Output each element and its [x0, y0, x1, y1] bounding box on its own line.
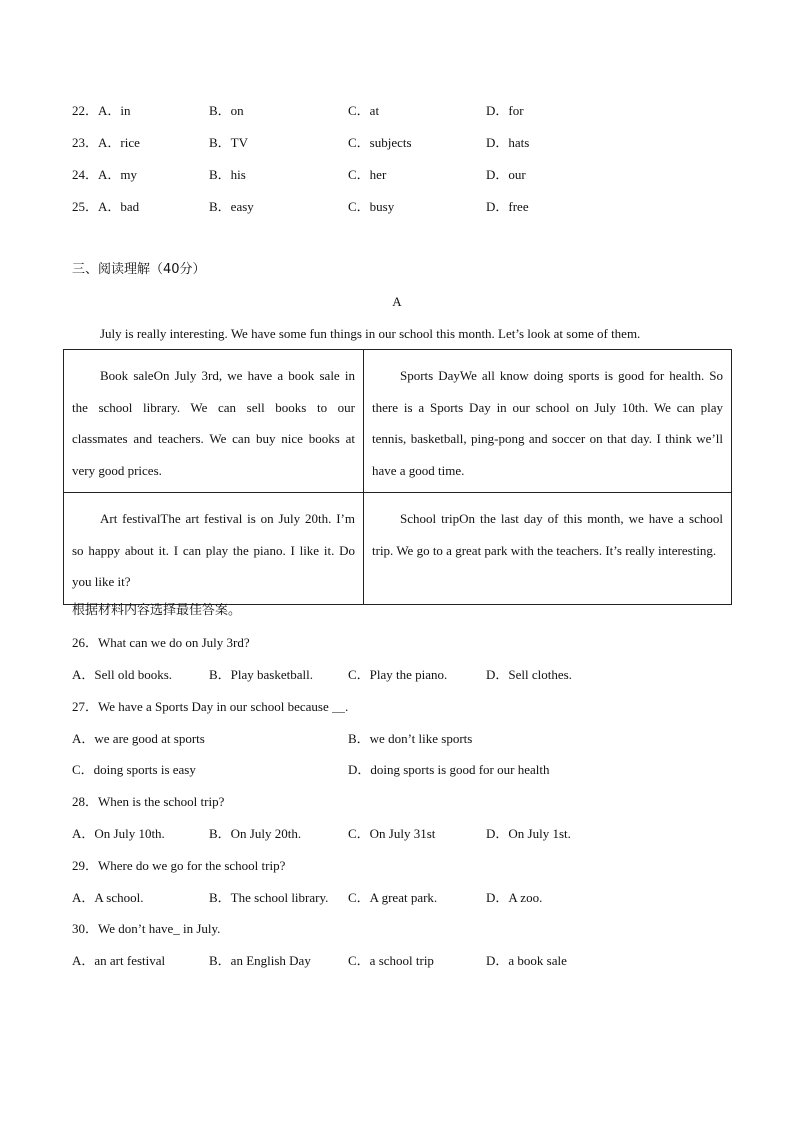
- art-festival-cell: Art festivalThe art festival is on July 20th. I’m so happy about it. I can play the piano. I like it. Do you like it?: [64, 493, 364, 605]
- option-a-text: A．bad: [98, 199, 140, 214]
- option-c: C．Play the piano.: [348, 667, 448, 682]
- option-d: D．Sell clothes.: [486, 667, 572, 682]
- option-c: C．her: [348, 167, 387, 182]
- question-30-options: [72, 954, 732, 974]
- question-23-options: [72, 136, 732, 156]
- option-d: D．a book sale: [486, 953, 567, 968]
- option-a: [72, 200, 139, 213]
- option-b: B．on: [209, 103, 244, 118]
- option-d: D．hats: [486, 135, 530, 150]
- option-b: B．Play basketball.: [209, 667, 313, 682]
- option-c: C．busy: [348, 199, 395, 214]
- option-b: B．The school library.: [209, 890, 329, 905]
- option-c: C．at: [348, 103, 380, 118]
- option-d: D．for: [486, 103, 524, 118]
- passage-table: [63, 349, 732, 605]
- option-a: A．A school.: [72, 890, 144, 905]
- option-a: A．we are good at sports: [72, 731, 205, 746]
- question-25-options: [72, 200, 732, 220]
- question-number: 23．: [72, 135, 99, 150]
- book-sale-cell: Book saleOn July 3rd, we have a book sale in the school library. We can sell books to our classmates and teachers. We can buy nice books at very good prices.: [64, 350, 364, 493]
- option-b: B．TV: [209, 135, 249, 150]
- sports-day-cell: Sports DayWe all know doing sports is good for health. So there is a Sports Day in our school on July 10th. We can play tennis, basketball, ping-pong and soccer on that day. I think we’ll have a good time.: [364, 350, 732, 493]
- option-a: [72, 168, 137, 181]
- option-a: A．On July 10th.: [72, 826, 165, 841]
- question-number: 22．: [72, 103, 99, 118]
- option-c: C．subjects: [348, 135, 412, 150]
- option-a-text: A．rice: [98, 135, 140, 150]
- passage-intro: July is really interesting. We have some fun things in our school this month. Let’s look at some of them.: [100, 326, 641, 341]
- option-a: [72, 136, 140, 149]
- option-c: C．On July 31st: [348, 826, 436, 841]
- option-a: [72, 104, 131, 117]
- option-d: D．free: [486, 199, 529, 214]
- question-29-stem: 29．Where do we go for the school trip?: [72, 858, 286, 873]
- passage-label: A: [392, 294, 402, 309]
- option-d: D．our: [486, 167, 526, 182]
- question-24-options: [72, 168, 732, 188]
- question-27-options-row1: [72, 732, 732, 752]
- question-26-options: [72, 668, 732, 688]
- school-trip-cell: School tripOn the last day of this month, we have a school trip. We go to a great park with the teachers. It’s really interesting.: [364, 493, 732, 605]
- option-d: D．On July 1st.: [486, 826, 571, 841]
- option-b: B．an English Day: [209, 953, 311, 968]
- question-29-options: [72, 891, 732, 911]
- option-c: C．A great park.: [348, 890, 438, 905]
- question-number: 24．: [72, 167, 99, 182]
- section-heading: 三、阅读理解（40分）: [72, 262, 206, 277]
- option-a: A．an art festival: [72, 953, 166, 968]
- question-27-options-row2: [72, 763, 732, 783]
- option-d: D．doing sports is good for our health: [348, 762, 550, 777]
- question-22-options: [72, 104, 732, 124]
- option-b: B．we don’t like sports: [348, 731, 473, 746]
- option-a-text: A．my: [98, 167, 138, 182]
- question-26-stem: 26．What can we do on July 3rd?: [72, 635, 250, 650]
- question-28-options: [72, 827, 732, 847]
- option-c: C．doing sports is easy: [72, 762, 196, 777]
- option-a-text: A．in: [98, 103, 131, 118]
- question-28-stem: 28．When is the school trip?: [72, 794, 225, 809]
- option-b: B．his: [209, 167, 246, 182]
- question-27-stem: 27．We have a Sports Day in our school because ＿.: [72, 699, 349, 714]
- instruction: 根据材料内容选择最佳答案。: [72, 603, 242, 618]
- question-number: 25．: [72, 199, 99, 214]
- option-b: B．easy: [209, 199, 254, 214]
- question-30-stem: 30．We don’t have_ in July.: [72, 921, 221, 936]
- option-b: B．On July 20th.: [209, 826, 302, 841]
- option-c: C．a school trip: [348, 953, 434, 968]
- option-a: A．Sell old books.: [72, 667, 173, 682]
- option-d: D．A zoo.: [486, 890, 543, 905]
